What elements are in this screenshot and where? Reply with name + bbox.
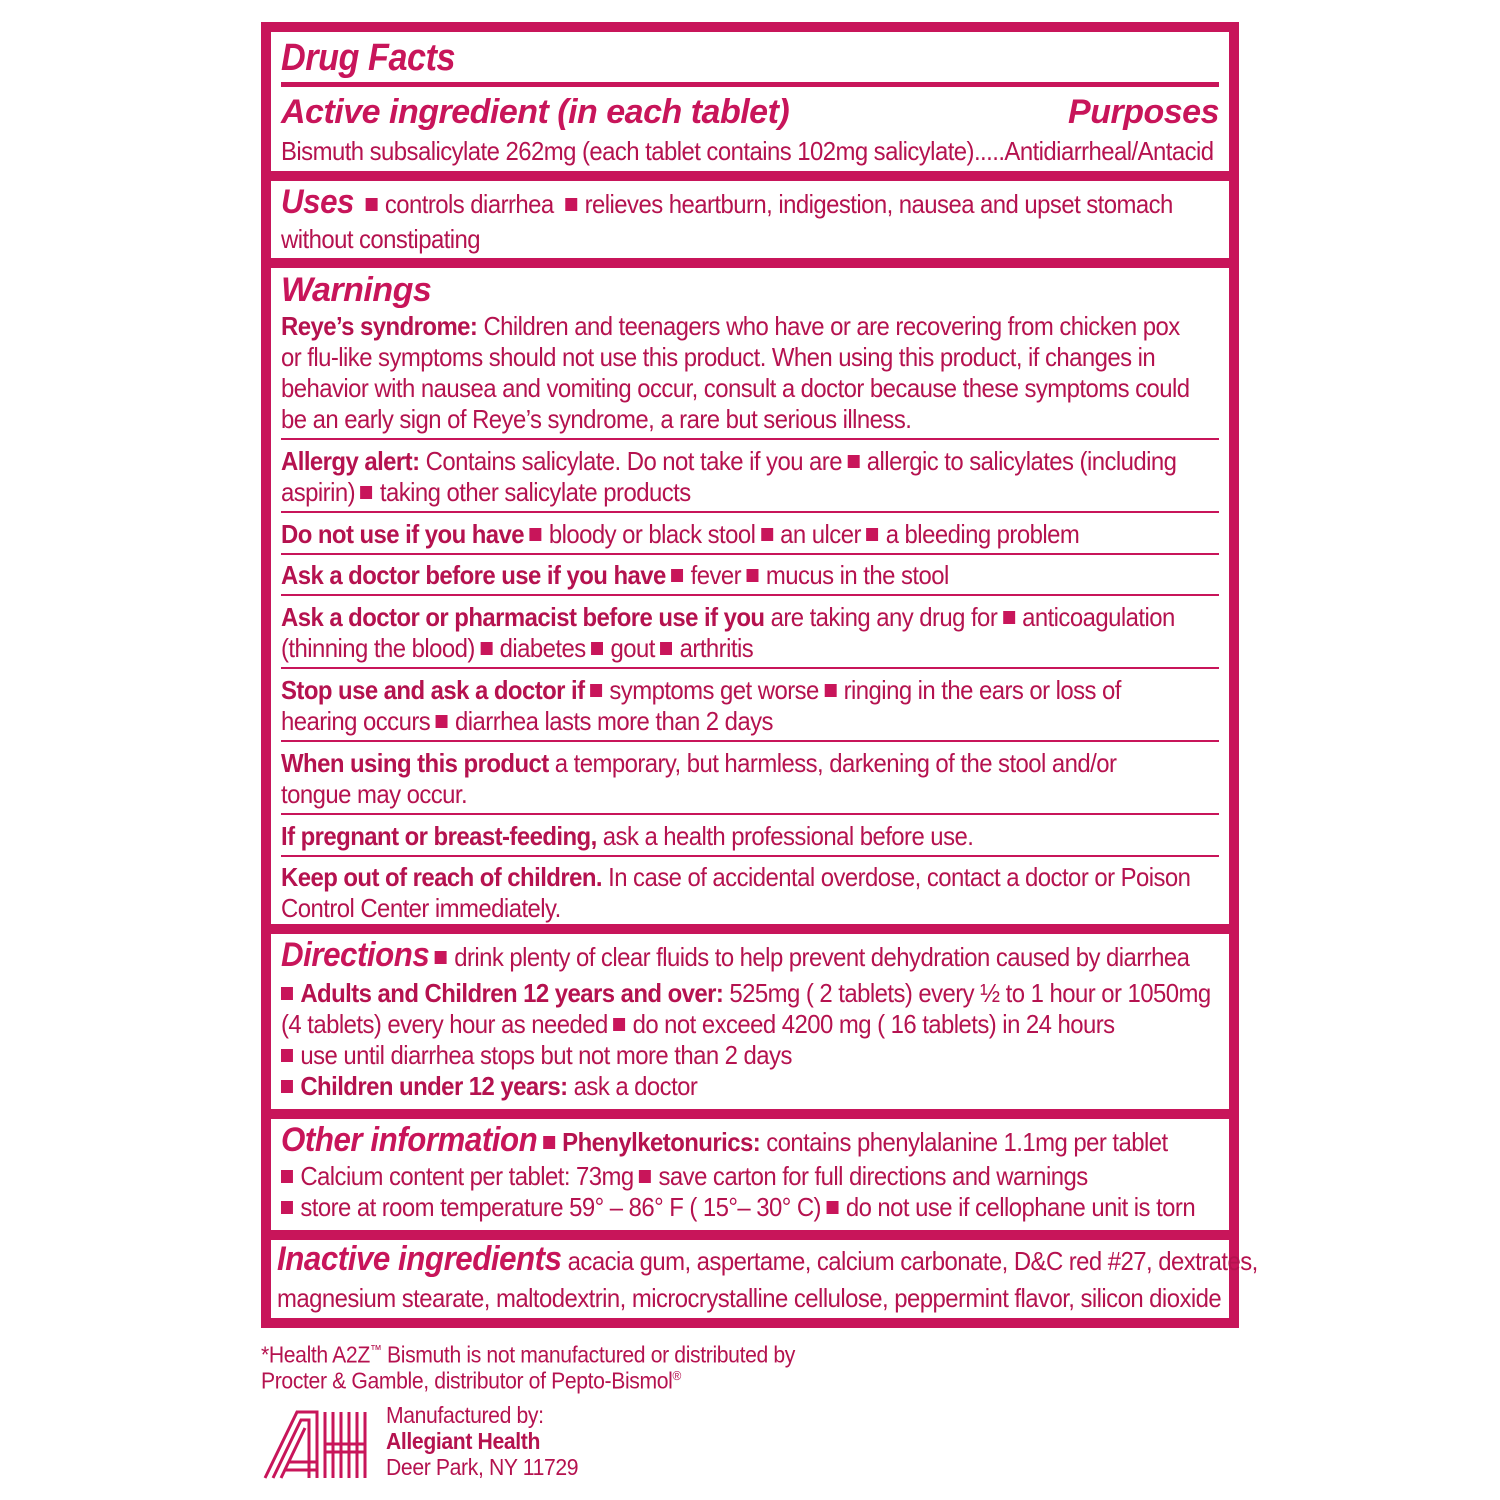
disclaimer-text-2: Procter & Gamble, distributor of Pepto-Bismol <box>261 1367 673 1394</box>
directions-item: use until diarrhea stops but not more than 2 days <box>300 1040 792 1070</box>
ask-doctor-line <box>281 560 1144 591</box>
bullet-icon <box>281 1170 293 1183</box>
divider <box>281 511 1219 513</box>
uses-line-2: without constipating <box>281 224 481 254</box>
allergy-line-1 <box>281 446 1177 477</box>
drug-facts-panel <box>261 22 1258 1328</box>
when-using-label: When using this product <box>281 748 549 778</box>
registered-mark: ® <box>672 1368 681 1383</box>
children-text: ask a doctor <box>567 1071 698 1101</box>
bullet-icon <box>281 987 293 1000</box>
bullet-icon <box>827 1201 839 1214</box>
disclaimer-text: Bismuth is not manufactured or distributed by <box>381 1341 796 1368</box>
manufacturer-label: Manufactured by: <box>386 1402 544 1428</box>
stop-use-item: ringing in the ears or loss of <box>843 675 1121 705</box>
divider <box>281 438 1219 440</box>
do-not-use-line <box>281 519 1144 550</box>
uses-heading: Uses <box>281 183 354 221</box>
ask-pharmacist-item: arthritis <box>679 633 754 663</box>
bullet-icon <box>436 715 448 728</box>
directions-line-2 <box>281 978 1211 1009</box>
when-using-line-1 <box>281 748 1144 779</box>
bullet-icon <box>747 569 759 582</box>
reye-line-1 <box>281 311 1180 342</box>
pku-label: Phenylketonurics: <box>562 1127 761 1157</box>
children-label: Children under 12 years: <box>300 1071 568 1101</box>
reye-line-2: or flu-like symptoms should not use this product. When using this product, if changes in <box>281 342 1156 372</box>
bullet-icon <box>590 684 602 697</box>
pku-text: contains phenylalanine 1.1mg per tablet <box>760 1127 1168 1157</box>
bullet-icon <box>361 486 373 499</box>
other-line-3 <box>281 1192 1196 1223</box>
allegiant-health-logo-icon <box>263 1406 367 1480</box>
ask-doctor-label: Ask a doctor before use if you have <box>281 560 666 590</box>
adults-label: Adults and Children 12 years and over: <box>300 978 724 1008</box>
purposes-heading: Purposes <box>1068 93 1219 131</box>
uses-item: controls diarrhea <box>384 189 554 219</box>
do-not-use-item: bloody or black stool <box>548 519 756 549</box>
bullet-icon <box>480 642 492 655</box>
bullet-icon <box>591 642 603 655</box>
inactive-heading: Inactive ingredients <box>277 1240 562 1278</box>
directions-line-3 <box>281 1009 1144 1040</box>
bullet-icon <box>847 455 859 468</box>
directions-line-5 <box>281 1071 1144 1102</box>
directions-box <box>271 934 1229 1109</box>
do-not-use-item: a bleeding problem <box>885 519 1080 549</box>
bullet-icon <box>543 1136 555 1149</box>
directions-line-1 <box>281 936 1190 974</box>
active-heading-row <box>281 94 1219 134</box>
divider <box>281 553 1219 555</box>
do-not-use-item: an ulcer <box>780 519 861 549</box>
other-heading: Other information <box>281 1121 538 1159</box>
when-using-line-2: tongue may occur. <box>281 779 468 809</box>
reye-label: Reye’s syndrome: <box>281 311 478 341</box>
inactive-line-1 <box>277 1240 1258 1278</box>
other-line-1 <box>281 1121 1168 1159</box>
ask-pharmacist-line-2 <box>281 633 1144 664</box>
other-item: save carton for full directions and warnings <box>658 1161 1088 1191</box>
trademark-mark: ™ <box>369 1342 382 1357</box>
stop-use-line-1 <box>281 675 1144 706</box>
ask-pharmacist-text: are taking any drug for <box>764 602 998 632</box>
allergy-label: Allergy alert: <box>281 446 420 476</box>
allergy-item: taking other salicylate products <box>379 477 691 507</box>
keep-out-text: In case of accidental overdose, contact a doctor or Poison <box>602 862 1191 892</box>
divider <box>281 594 1219 596</box>
bullet-icon <box>660 642 672 655</box>
directions-item: drink plenty of clear fluids to help prevent dehydration caused by diarrhea <box>454 942 1190 972</box>
pregnant-label: If pregnant or breast-feeding, <box>281 821 597 851</box>
keep-out-line-1 <box>281 862 1191 893</box>
allergy-line-2 <box>281 477 1144 508</box>
bullet-icon <box>639 1170 651 1183</box>
manufacturer-name: Allegiant Health <box>386 1428 541 1454</box>
active-heading: Active ingredient (in each tablet) <box>281 93 790 131</box>
inactive-text: acacia gum, aspertame, calcium carbonate, D&C red #27, dextrates, <box>561 1246 1258 1276</box>
active-ingredient-box <box>271 32 1229 171</box>
bullet-icon <box>761 528 773 541</box>
allergy-item-cont: aspirin) <box>281 477 356 507</box>
divider <box>281 740 1219 742</box>
reye-line-4: be an early sign of Reye’s syndrome, a rare but serious illness. <box>281 404 912 434</box>
when-using-text: a temporary, but harmless, darkening of the stool and/or <box>548 748 1117 778</box>
adults-text: 525mg ( 2 tablets) every ½ to 1 hour or 1050mg <box>723 978 1211 1008</box>
ask-pharmacist-item: gout <box>610 633 655 663</box>
bullet-icon <box>530 528 542 541</box>
bullet-icon <box>671 569 683 582</box>
active-ingredient-line: Bismuth subsalicylate 262mg (each tablet contains 102mg salicylate).....Antidiarrheal/Antacid <box>281 136 1214 166</box>
allergy-item: allergic to salicylates (including <box>866 446 1177 476</box>
reye-text: Children and teenagers who have or are recovering from chicken pox <box>477 311 1180 341</box>
warnings-heading: Warnings <box>281 271 432 309</box>
bullet-icon <box>613 1018 625 1031</box>
stop-use-line-2 <box>281 706 1144 737</box>
directions-item: do not exceed 4200 mg ( 16 tablets) in 24 hours <box>632 1009 1115 1039</box>
bullet-icon <box>866 528 878 541</box>
stop-use-item: diarrhea lasts more than 2 days <box>455 706 773 736</box>
ask-doctor-item: mucus in the stool <box>765 560 949 590</box>
stop-use-label: Stop use and ask a doctor if <box>281 675 585 705</box>
adults-text-cont: (4 tablets) every hour as needed <box>281 1009 608 1039</box>
pregnant-text: ask a health professional before use. <box>596 821 974 851</box>
keep-out-label: Keep out of reach of children. <box>281 862 603 892</box>
bullet-icon <box>1003 611 1015 624</box>
warnings-box <box>271 268 1229 924</box>
other-item: store at room temperature 59° – 86° F ( 15°– 30° C) <box>300 1192 821 1222</box>
manufacturer-address: Deer Park, NY 11729 <box>386 1454 579 1480</box>
ask-pharmacist-item: anticoagulation <box>1022 602 1175 632</box>
ask-pharmacist-item: diabetes <box>499 633 586 663</box>
bullet-icon <box>565 198 577 211</box>
divider <box>281 855 1219 857</box>
stop-use-item: symptoms get worse <box>609 675 819 705</box>
bullet-icon <box>824 684 836 697</box>
ask-doctor-item: fever <box>690 560 742 590</box>
other-line-2 <box>281 1161 1144 1192</box>
other-item: do not use if cellophane unit is torn <box>845 1192 1196 1222</box>
ask-pharmacist-line-1 <box>281 602 1175 633</box>
ask-pharmacist-label: Ask a doctor or pharmacist before use if you <box>281 602 765 632</box>
ask-pharmacist-item-cont: (thinning the blood) <box>281 633 475 663</box>
bullet-icon <box>281 1049 293 1062</box>
divider <box>281 813 1219 815</box>
uses-item: relieves heartburn, indigestion, nausea and upset stomach <box>584 189 1173 219</box>
page-title: Drug Facts <box>281 37 456 79</box>
uses-box <box>271 181 1229 258</box>
allergy-text: Contains salicylate. Do not take if you are <box>419 446 842 476</box>
directions-heading: Directions <box>281 936 430 974</box>
stop-use-item-cont: hearing occurs <box>281 706 431 736</box>
other-info-box <box>271 1119 1229 1230</box>
pregnant-line <box>281 821 1144 852</box>
inactive-line-2: magnesium stearate, maltodextrin, microcrystalline cellulose, peppermint flavor, silicon dioxide <box>277 1283 1222 1313</box>
inactive-box <box>271 1240 1258 1318</box>
bullet-icon <box>366 198 378 211</box>
other-item: Calcium content per tablet: 73mg <box>300 1161 634 1191</box>
bullet-icon <box>435 951 447 964</box>
disclaimer-brand: *Health A2Z <box>261 1341 370 1368</box>
title-rule <box>281 82 1219 87</box>
keep-out-line-2: Control Center immediately. <box>281 893 561 923</box>
uses-line-1 <box>281 183 1173 221</box>
reye-line-3: behavior with nausea and vomiting occur, consult a doctor because these symptoms could <box>281 373 1190 403</box>
disclaimer-line-2 <box>261 1362 681 1395</box>
do-not-use-label: Do not use if you have <box>281 519 525 549</box>
directions-line-4 <box>281 1040 1144 1071</box>
divider <box>281 667 1219 669</box>
bullet-icon <box>281 1080 293 1093</box>
bullet-icon <box>281 1201 293 1214</box>
